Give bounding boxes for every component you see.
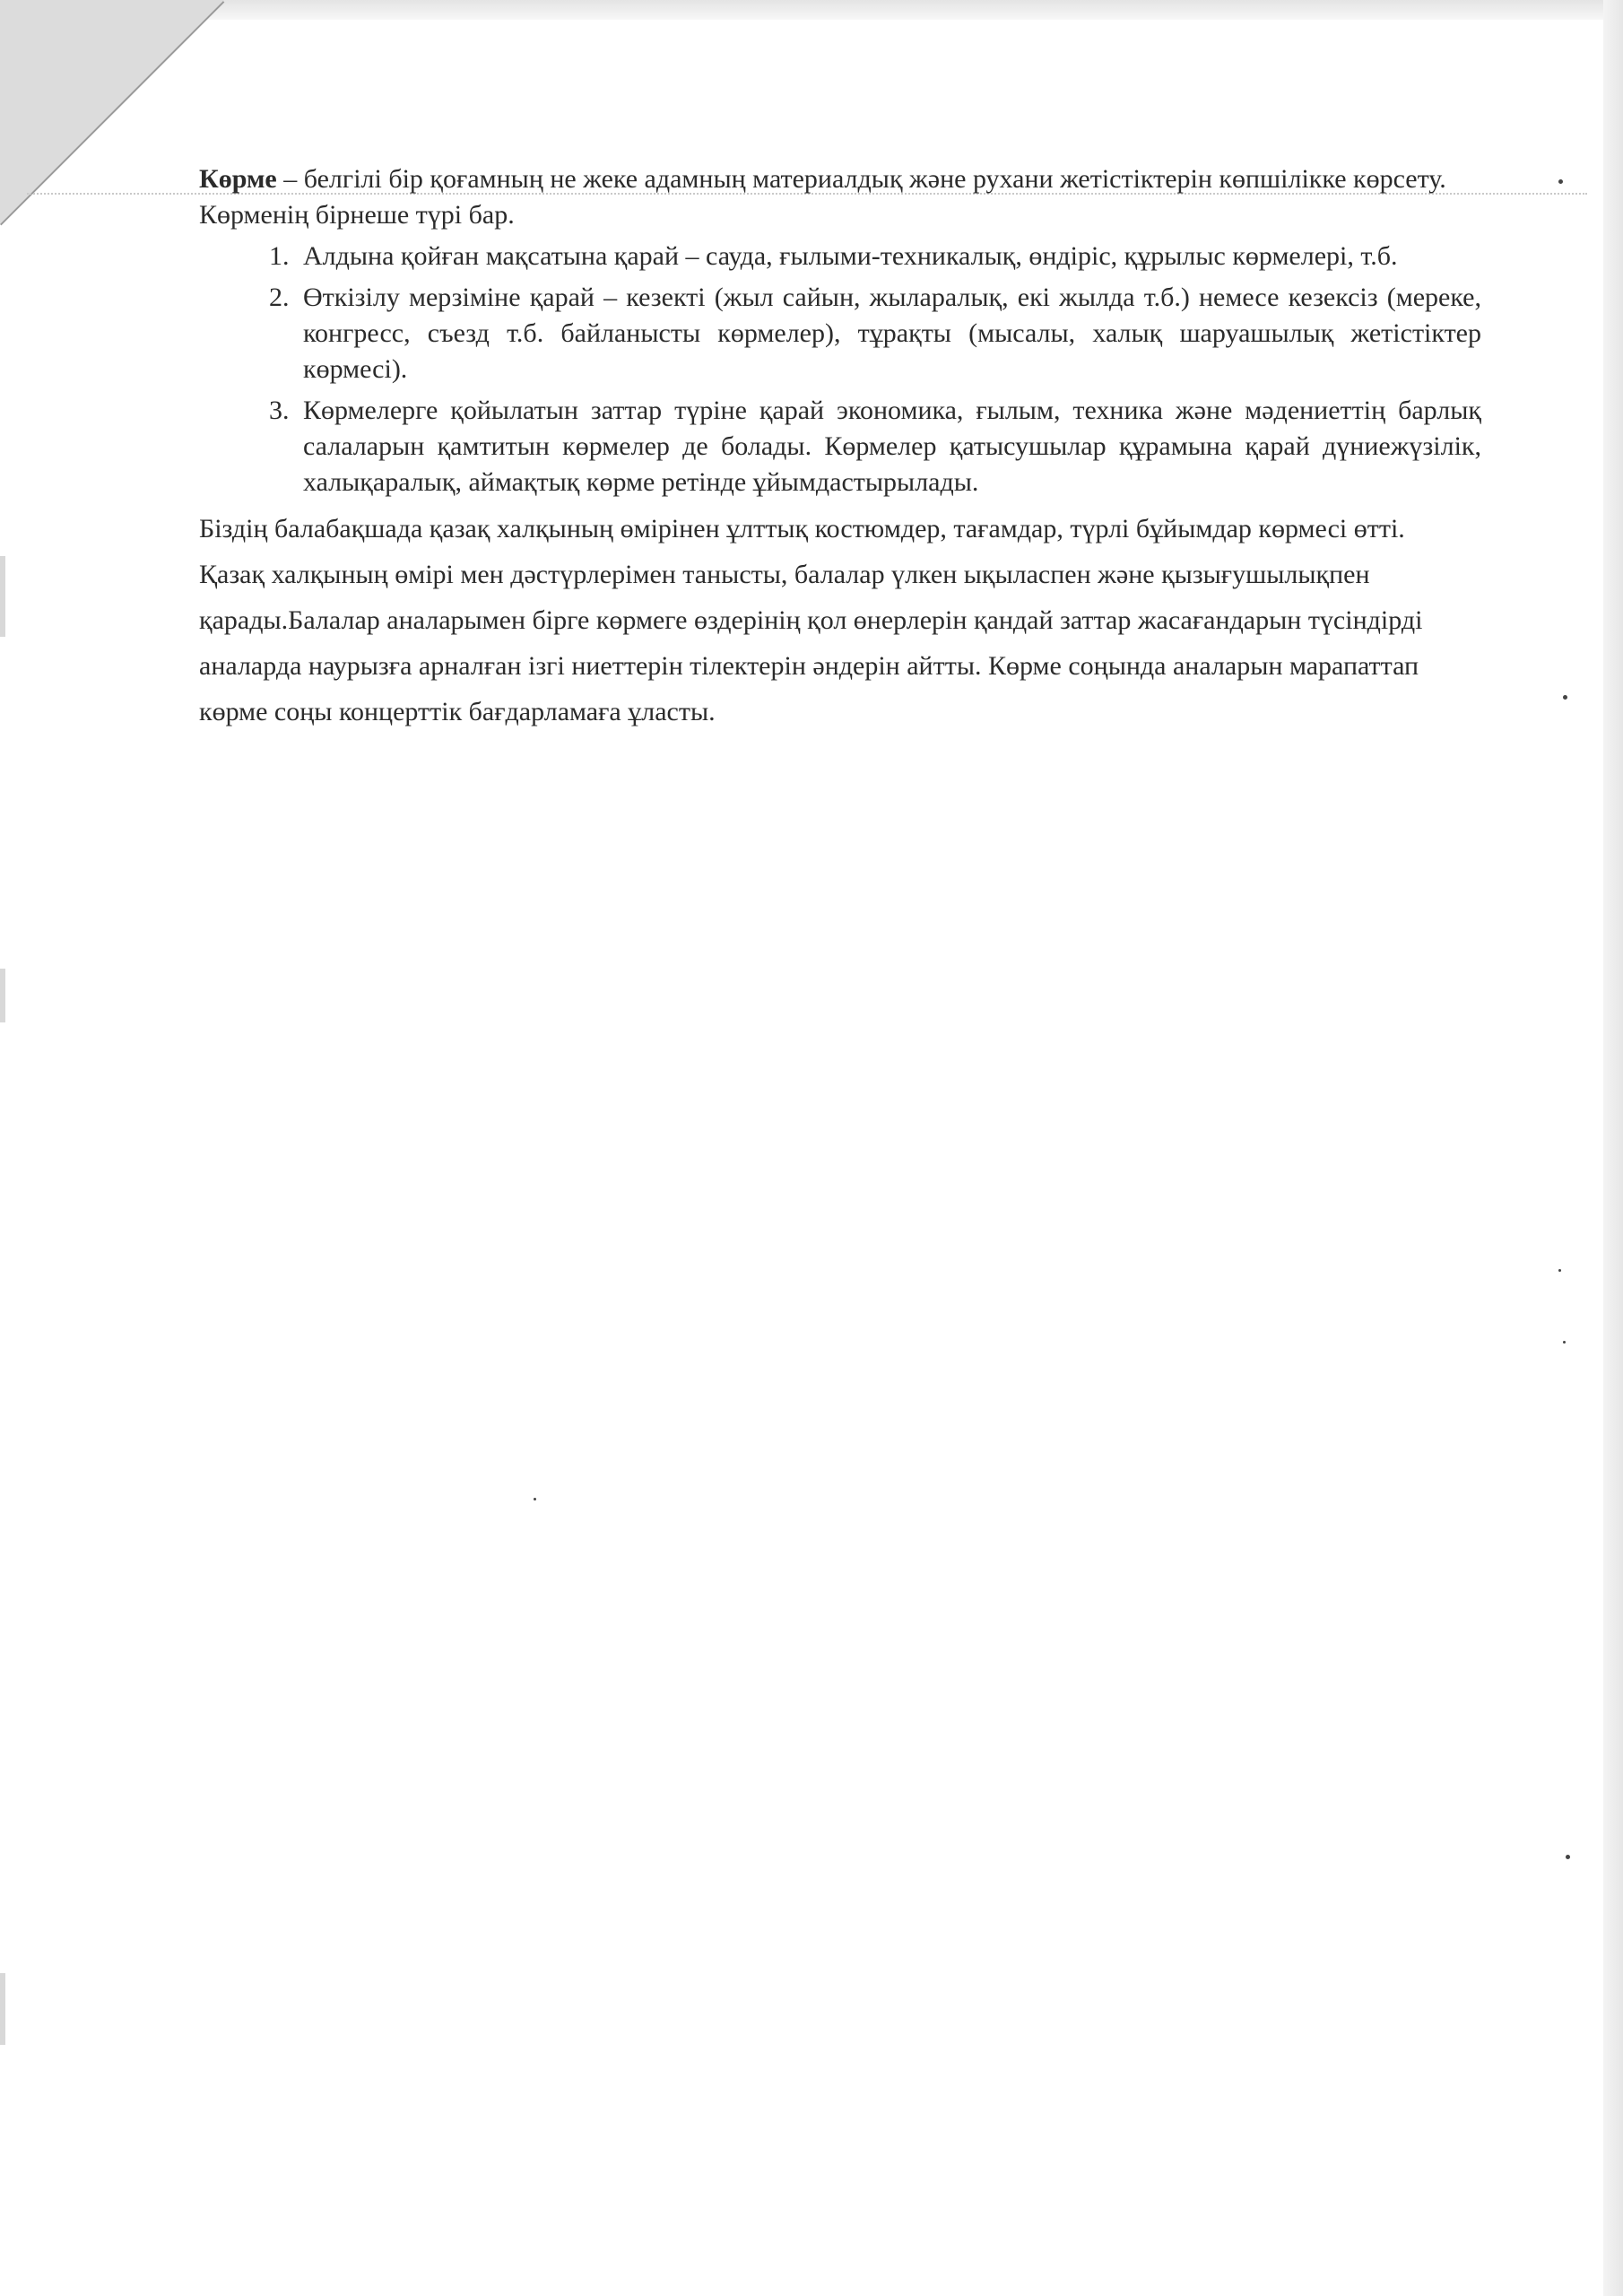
scan-speck	[1558, 179, 1563, 184]
scan-right-edge	[1603, 0, 1623, 2296]
types-intro: Көрменің бірнеше түрі бар.	[199, 200, 515, 230]
scan-speck	[1558, 1269, 1561, 1272]
definition-text: – белгілі бір қоғамның не жеке адамның материалдық және рухани жетістіктерін көпшілікке көрсету.	[276, 164, 1446, 194]
scan-speck	[1566, 1855, 1570, 1859]
scan-speck	[1563, 1341, 1566, 1344]
exhibition-types-list	[199, 239, 1481, 500]
definition-term: Көрме	[199, 164, 277, 194]
scan-left-mark	[0, 556, 5, 637]
scan-left-mark	[0, 969, 5, 1022]
list-item: 3. Көрмелерге қойылатын заттар түріне қарай экономика, ғылым, техника және мәдениеттің барлық салаларын қамтитын көрмелер де болады. Көрмелер қатысушылар құрамына қарай дүниежүзілік, халықаралық, аймақтық көрме ретінде ұйымдастырылады.	[296, 393, 1481, 500]
scan-speck	[534, 1498, 536, 1500]
kindergarten-story-paragraph: Біздің балабақшада қазақ халқының өмірінен ұлттық костюмдер, тағамдар, түрлі бұйымдар көрмесі өтті. Қазақ халқының өмірі мен дәстүрлерімен танысты, балалар үлкен ықыласпен және қызығушылықпен қарады.Балалар аналарымен бірге көрмеге өздерінің қол өнерлерін қандай заттар жасағандарын түсіндірді аналарда наурызға арналған ізгі ниеттерін тілектерін әндерін айтты. Көрме соңында аналарын марапаттап көрме соңы концерттік бағдарламаға ұласты.	[199, 514, 1423, 726]
list-item: 1. Алдына қойған мақсатына қарай – сауда, ғылыми-техникалық, өндіріс, құрылыс көрмелері, т.б.	[296, 239, 1481, 274]
definition-paragraph	[199, 161, 1481, 197]
scan-speck	[1563, 695, 1567, 700]
scan-top-edge	[0, 0, 1623, 20]
list-item: 2. Өткізілу мерзіміне қарай – кезекті (жыл сайын, жыларалық, екі жылда т.б.) немесе кезексіз (мереке, конгресс, съезд т.б. байланысты көрмелер), тұрақты (мысалы, халық шаруашылық жетістіктер көрмесі).	[296, 280, 1481, 387]
scan-left-mark	[0, 1973, 5, 2045]
document-page	[199, 161, 1481, 735]
